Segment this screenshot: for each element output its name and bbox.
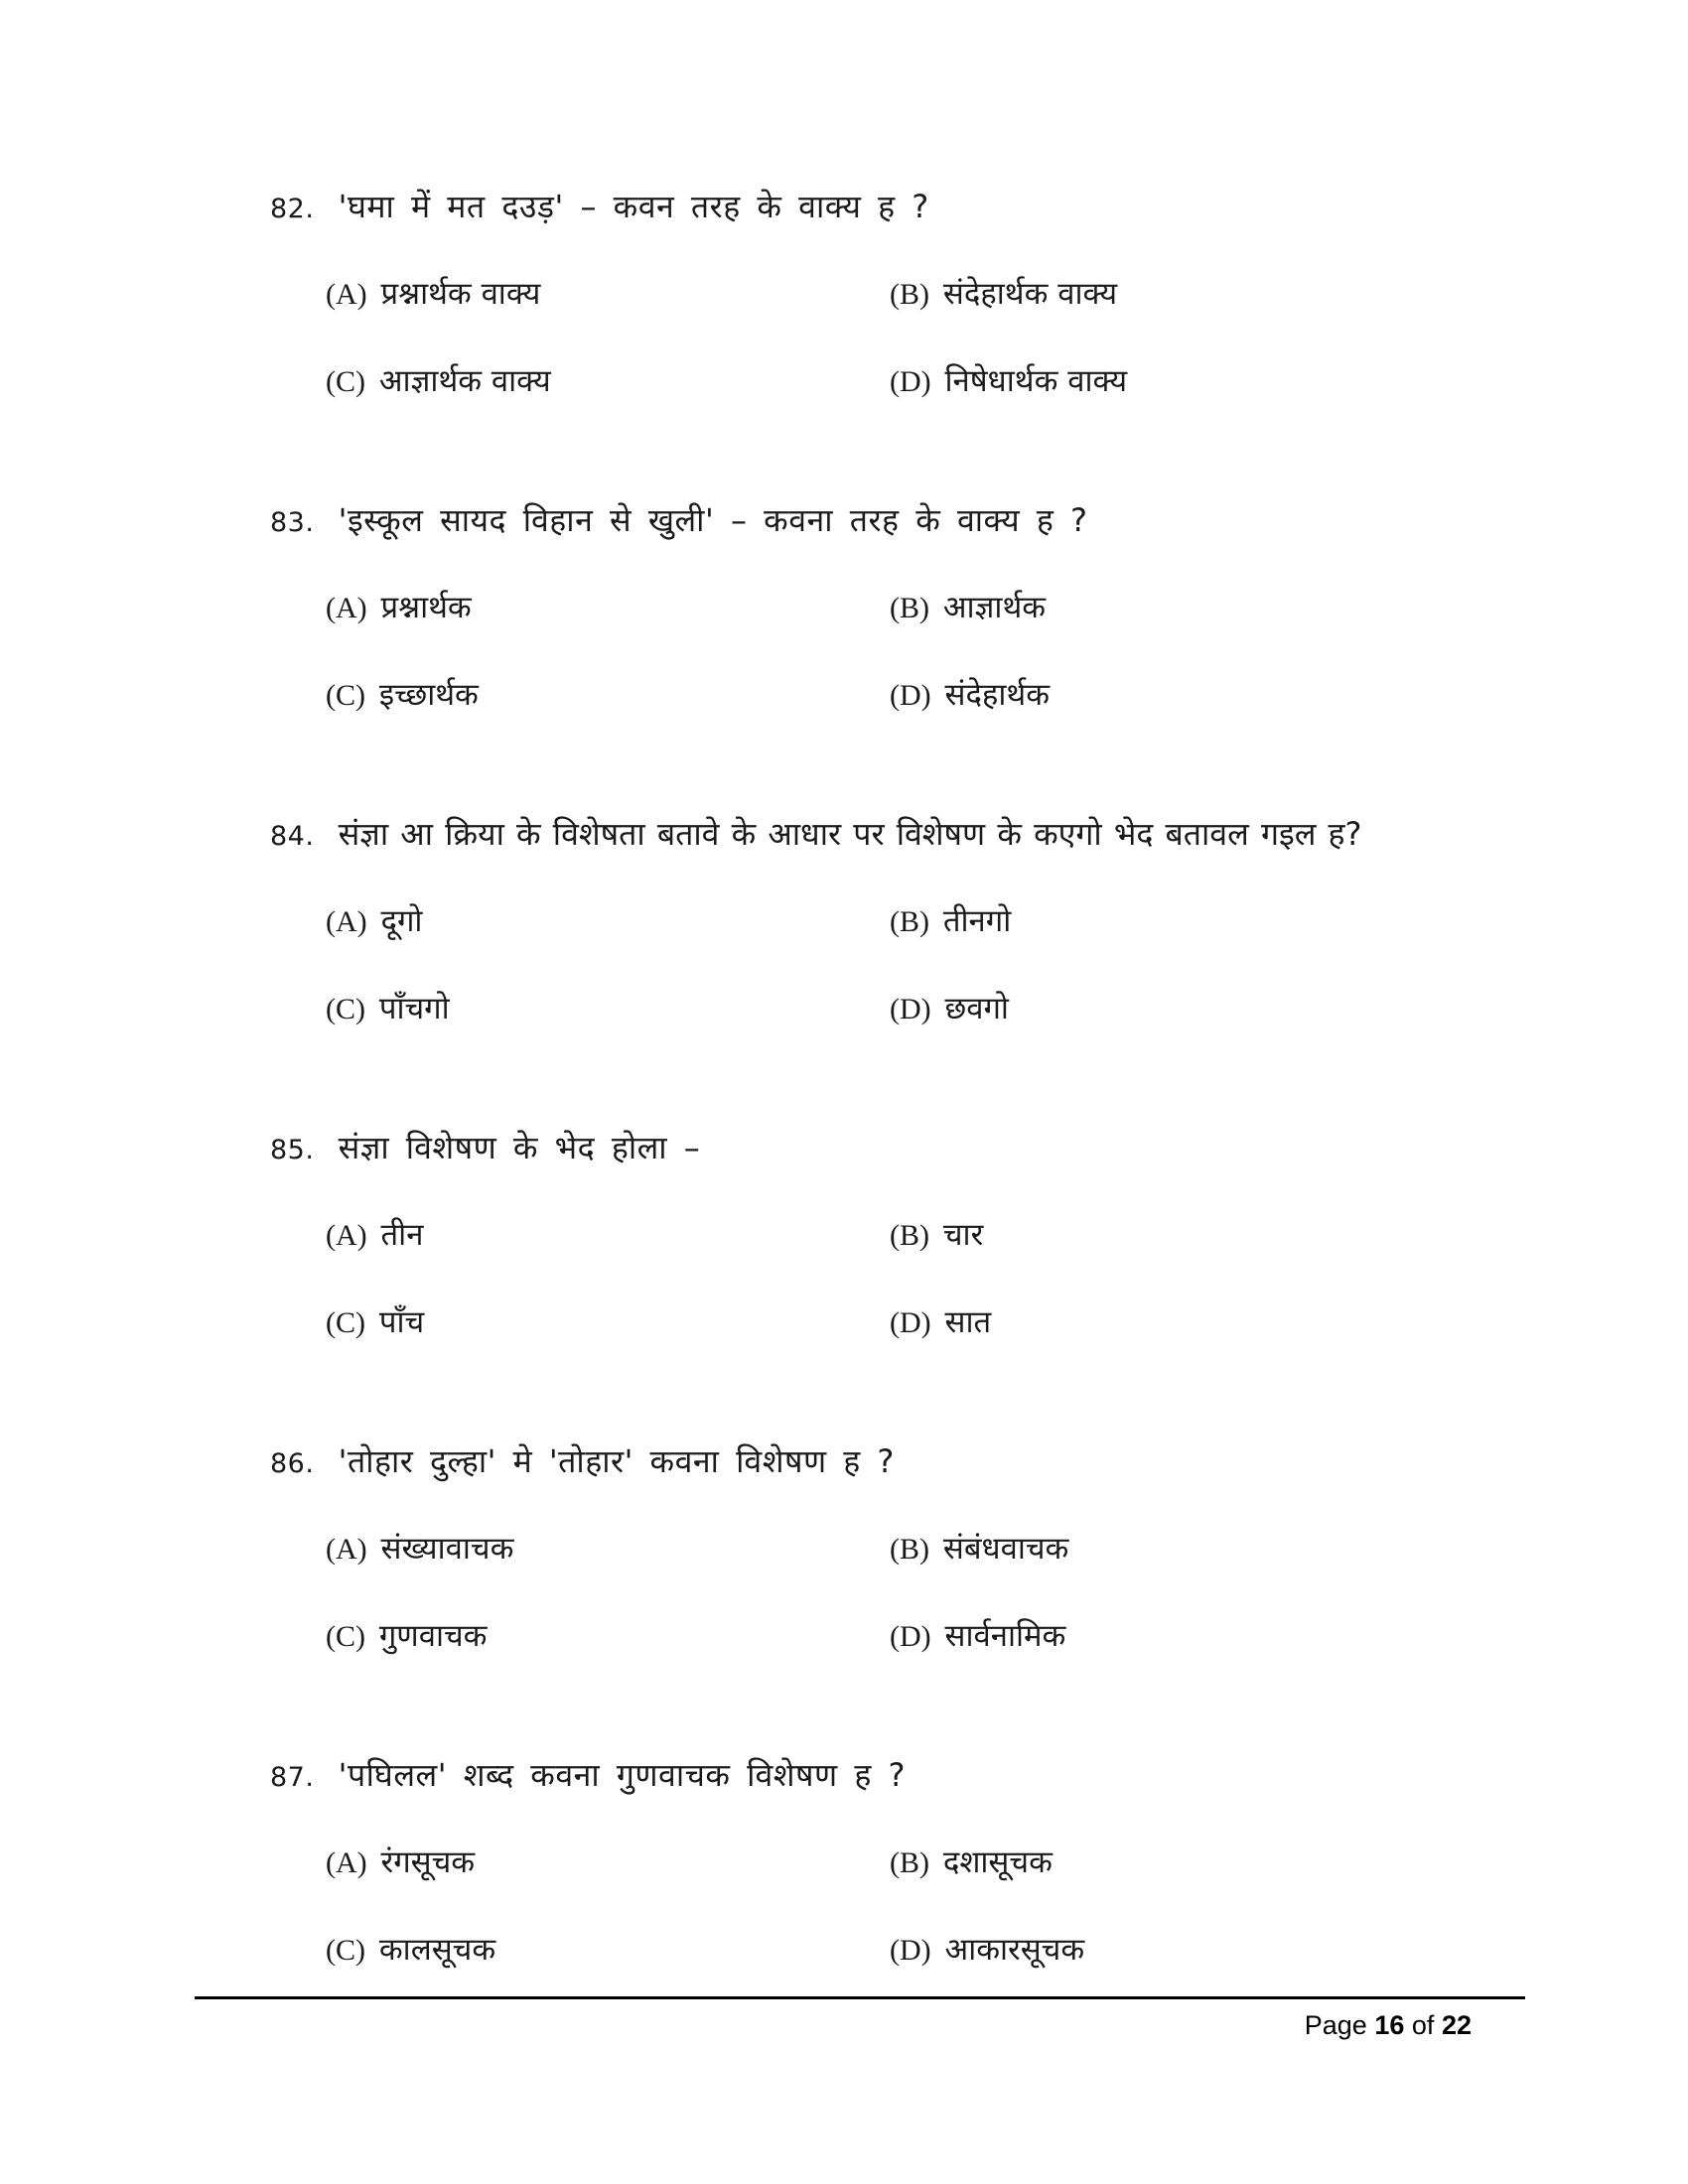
option-text: संबंधवाचक <box>942 1531 1069 1567</box>
question-line <box>270 1439 1501 1483</box>
option-text: आज्ञार्थक <box>942 590 1047 625</box>
option-text: दशासूचक <box>942 1844 1053 1880</box>
option-label: (D) <box>890 1934 931 1967</box>
option-c <box>326 1300 424 1345</box>
options-row-2 <box>326 1614 1501 1658</box>
question-number: 83. <box>270 507 315 538</box>
question-84 <box>270 812 1501 1030</box>
option-text: इच्छार्थक <box>378 677 479 713</box>
option-c <box>326 1928 495 1973</box>
option-text: पाँचगो <box>378 991 450 1026</box>
question-stem: 'घमा में मत दउड़' – कवन तरह के वाक्य ह ? <box>338 188 929 225</box>
option-text: कालसूचक <box>378 1932 496 1968</box>
footer-divider <box>195 1996 1525 1999</box>
option-d <box>890 1928 1084 1973</box>
option-text: आकारसूचक <box>944 1932 1085 1968</box>
question-number: 82. <box>270 194 315 224</box>
option-text: संदेहार्थक वाक्य <box>942 276 1118 312</box>
option-c <box>326 359 551 404</box>
option-text: तीन <box>380 1217 424 1253</box>
option-text: पाँच <box>378 1304 425 1340</box>
page-number-footer <box>1305 2005 1472 2045</box>
option-a <box>326 1841 475 1885</box>
option-text: निषेधार्थक वाक्य <box>944 363 1128 399</box>
question-stem: 'तोहार दुल्हा' मे 'तोहार' कवना विशेषण ह ? <box>338 1442 895 1480</box>
page-separator: of <box>1411 2010 1435 2040</box>
option-label: (D) <box>890 1306 931 1339</box>
total-pages: 22 <box>1441 2010 1472 2040</box>
question-stem: संज्ञा आ क्रिया के विशेषता बतावे के आधार पर विशेषण के कएगो भेद बतावल गइल ह? <box>338 815 1362 853</box>
question-number: 85. <box>270 1135 315 1165</box>
options-row-1 <box>326 1841 1501 1884</box>
question-stem: 'इस्कूल सायद विहान से खुली' – कवना तरह के वाक्य ह ? <box>338 501 1088 539</box>
option-label: (C) <box>326 1934 365 1967</box>
question-stem: संज्ञा विशेषण के भेद होला – <box>338 1129 701 1166</box>
option-label: (A) <box>326 1219 367 1252</box>
option-b <box>890 586 1046 630</box>
current-page: 16 <box>1374 2010 1405 2040</box>
option-c <box>326 987 450 1031</box>
option-d <box>890 987 1009 1031</box>
option-b <box>890 272 1117 317</box>
option-label: (B) <box>890 592 929 624</box>
option-b <box>890 1841 1053 1885</box>
option-text: दूगो <box>380 903 423 939</box>
option-b <box>890 899 1011 944</box>
option-a <box>326 586 472 630</box>
option-label: (C) <box>326 365 365 398</box>
option-text: प्रश्नार्थक वाक्य <box>380 276 541 312</box>
options-row-1 <box>326 586 1501 629</box>
options-row-2 <box>326 1300 1501 1344</box>
option-label: (D) <box>890 365 931 398</box>
option-label: (C) <box>326 993 365 1025</box>
option-label: (A) <box>326 905 367 938</box>
option-label: (B) <box>890 1846 929 1879</box>
question-87 <box>270 1753 1501 1972</box>
options-row-1 <box>326 1527 1501 1570</box>
question-number: 84. <box>270 821 315 852</box>
option-c <box>326 1614 487 1659</box>
options-row-2 <box>326 359 1501 403</box>
options-row-2 <box>326 673 1501 717</box>
options-row-1 <box>326 1213 1501 1257</box>
option-label: (C) <box>326 1306 365 1339</box>
question-number: 86. <box>270 1448 315 1479</box>
option-a <box>326 1527 513 1571</box>
option-d <box>890 1614 1065 1659</box>
option-label: (C) <box>326 679 365 712</box>
option-a <box>326 272 540 317</box>
option-d <box>890 359 1127 404</box>
option-text: सार्वनामिक <box>944 1618 1066 1654</box>
option-label: (D) <box>890 679 931 712</box>
option-text: सात <box>944 1304 992 1340</box>
question-82 <box>270 185 1501 403</box>
option-label: (D) <box>890 1620 931 1653</box>
options-row-2 <box>326 987 1501 1030</box>
option-a <box>326 1213 423 1258</box>
options-row-1 <box>326 272 1501 316</box>
option-text: गुणवाचक <box>378 1618 488 1654</box>
option-c <box>326 673 479 718</box>
question-83 <box>270 498 1501 717</box>
option-b <box>890 1527 1068 1571</box>
option-label: (C) <box>326 1620 365 1653</box>
option-label: (A) <box>326 278 367 311</box>
question-line <box>270 498 1501 542</box>
option-label: (A) <box>326 1846 367 1879</box>
page-prefix: Page <box>1304 2010 1367 2040</box>
option-text: छवगो <box>944 991 1009 1026</box>
option-a <box>326 899 422 944</box>
option-text: रंगसूचक <box>380 1844 476 1880</box>
question-line <box>270 1126 1501 1169</box>
question-85 <box>270 1126 1501 1344</box>
option-label: (B) <box>890 278 929 311</box>
question-line <box>270 812 1501 856</box>
question-86 <box>270 1439 1501 1658</box>
option-label: (B) <box>890 1533 929 1566</box>
option-text: संख्यावाचक <box>380 1531 514 1567</box>
option-d <box>890 673 1050 718</box>
option-label: (A) <box>326 592 367 624</box>
option-label: (B) <box>890 905 929 938</box>
option-text: चार <box>942 1217 984 1253</box>
option-b <box>890 1213 983 1258</box>
question-stem: 'पघिलल' शब्द कवना गुणवाचक विशेषण ह ? <box>338 1756 906 1794</box>
options-row-2 <box>326 1928 1501 1972</box>
option-text: संदेहार्थक <box>944 677 1051 713</box>
question-line <box>270 1753 1501 1797</box>
option-d <box>890 1300 991 1345</box>
option-text: तीनगो <box>942 903 1012 939</box>
question-number: 87. <box>270 1762 315 1793</box>
option-label: (B) <box>890 1219 929 1252</box>
option-label: (A) <box>326 1533 367 1566</box>
option-text: प्रश्नार्थक <box>380 590 472 625</box>
options-row-1 <box>326 899 1501 943</box>
question-line <box>270 185 1501 228</box>
option-label: (D) <box>890 993 931 1025</box>
option-text: आज्ञार्थक वाक्य <box>378 363 551 399</box>
